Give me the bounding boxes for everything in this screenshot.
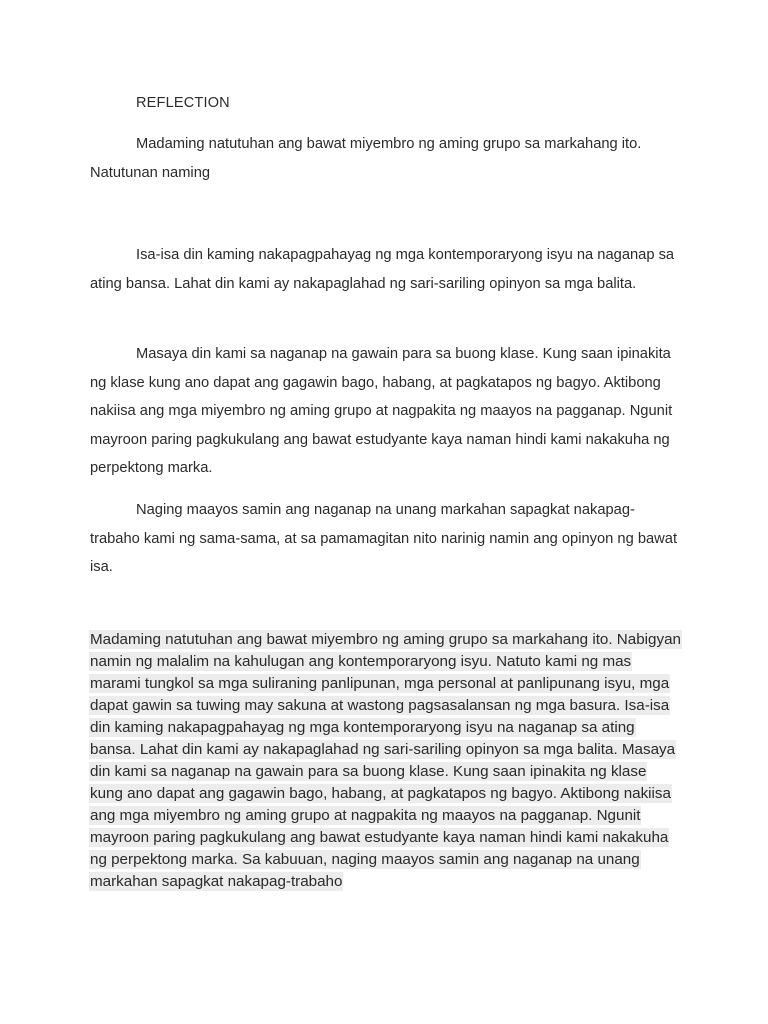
- highlighted-summary-text: Madaming natutuhan ang bawat miyembro ng aming grupo sa markahang ito. Nabigyan namin ng malalim na kahulugan ang kontemporaryong isyu. Natuto kami ng mas marami tungkol sa mga suliraning panlipunan, mga personal at panlipunang isyu, mga dapat gawin sa tuwing may sakuna at wastong pagsasalansan ng mga basura. Isa-isa din kaming nakapagpahayag ng mga kontemporaryong isyu na naganap sa ating bansa. Lahat din kami ay nakapaglahad ng sari-sariling opinyon sa mga balita. Masaya din kami sa naganap na gawain para sa buong klase. Kung saan ipinakita ng klase kung ano dapat ang gagawin bago, habang, at pagkatapos ng bagyo. Aktibong nakiisa ang mga miyembro ng aming grupo at nagpakita ng maayos na pagganap. Ngunit mayroon paring pagkukulang ang bawat estudyante kaya naman hindi kami nakakuha ng perpektong marka. Sa kabuuan, naging maayos samin ang naganap na unang markahan sapagkat nakapag-trabaho: [90, 631, 681, 890]
- highlighted-summary: [90, 629, 682, 893]
- paragraph-intro: Madaming natutuhan ang bawat miyembro ng aming grupo sa markahang ito. Natutunan naming: [90, 136, 642, 181]
- paragraph-conclusion: Naging maayos samin ang naganap na unang markahan sapagkat nakapag-trabaho kami ng sama-sama, at sa pamamagitan nito narinig namin ang opinyon ng bawat isa.: [90, 502, 678, 575]
- paragraph-class-activity: Masaya din kami sa naganap na gawain para sa buong klase. Kung saan ipinakita ng klase kung ano dapat ang gagawin bago, habang, at pagkatapos ng bagyo. Aktibong nakiisa ang mga miyembro ng aming grupo at nagpakita ng maayos na pagganap. Ngunit mayroon paring pagkukulang ang bawat estudyante kaya naman hindi kami nakakuha ng perpektong marka.: [90, 346, 673, 476]
- document-heading: REFLECTION: [136, 95, 230, 111]
- paragraph-issues: Isa-isa din kaming nakapagpahayag ng mga kontemporaryong isyu na naganap sa ating bansa. Lahat din kami ay nakapaglahad ng sari-sariling opinyon sa mga balita.: [90, 247, 675, 292]
